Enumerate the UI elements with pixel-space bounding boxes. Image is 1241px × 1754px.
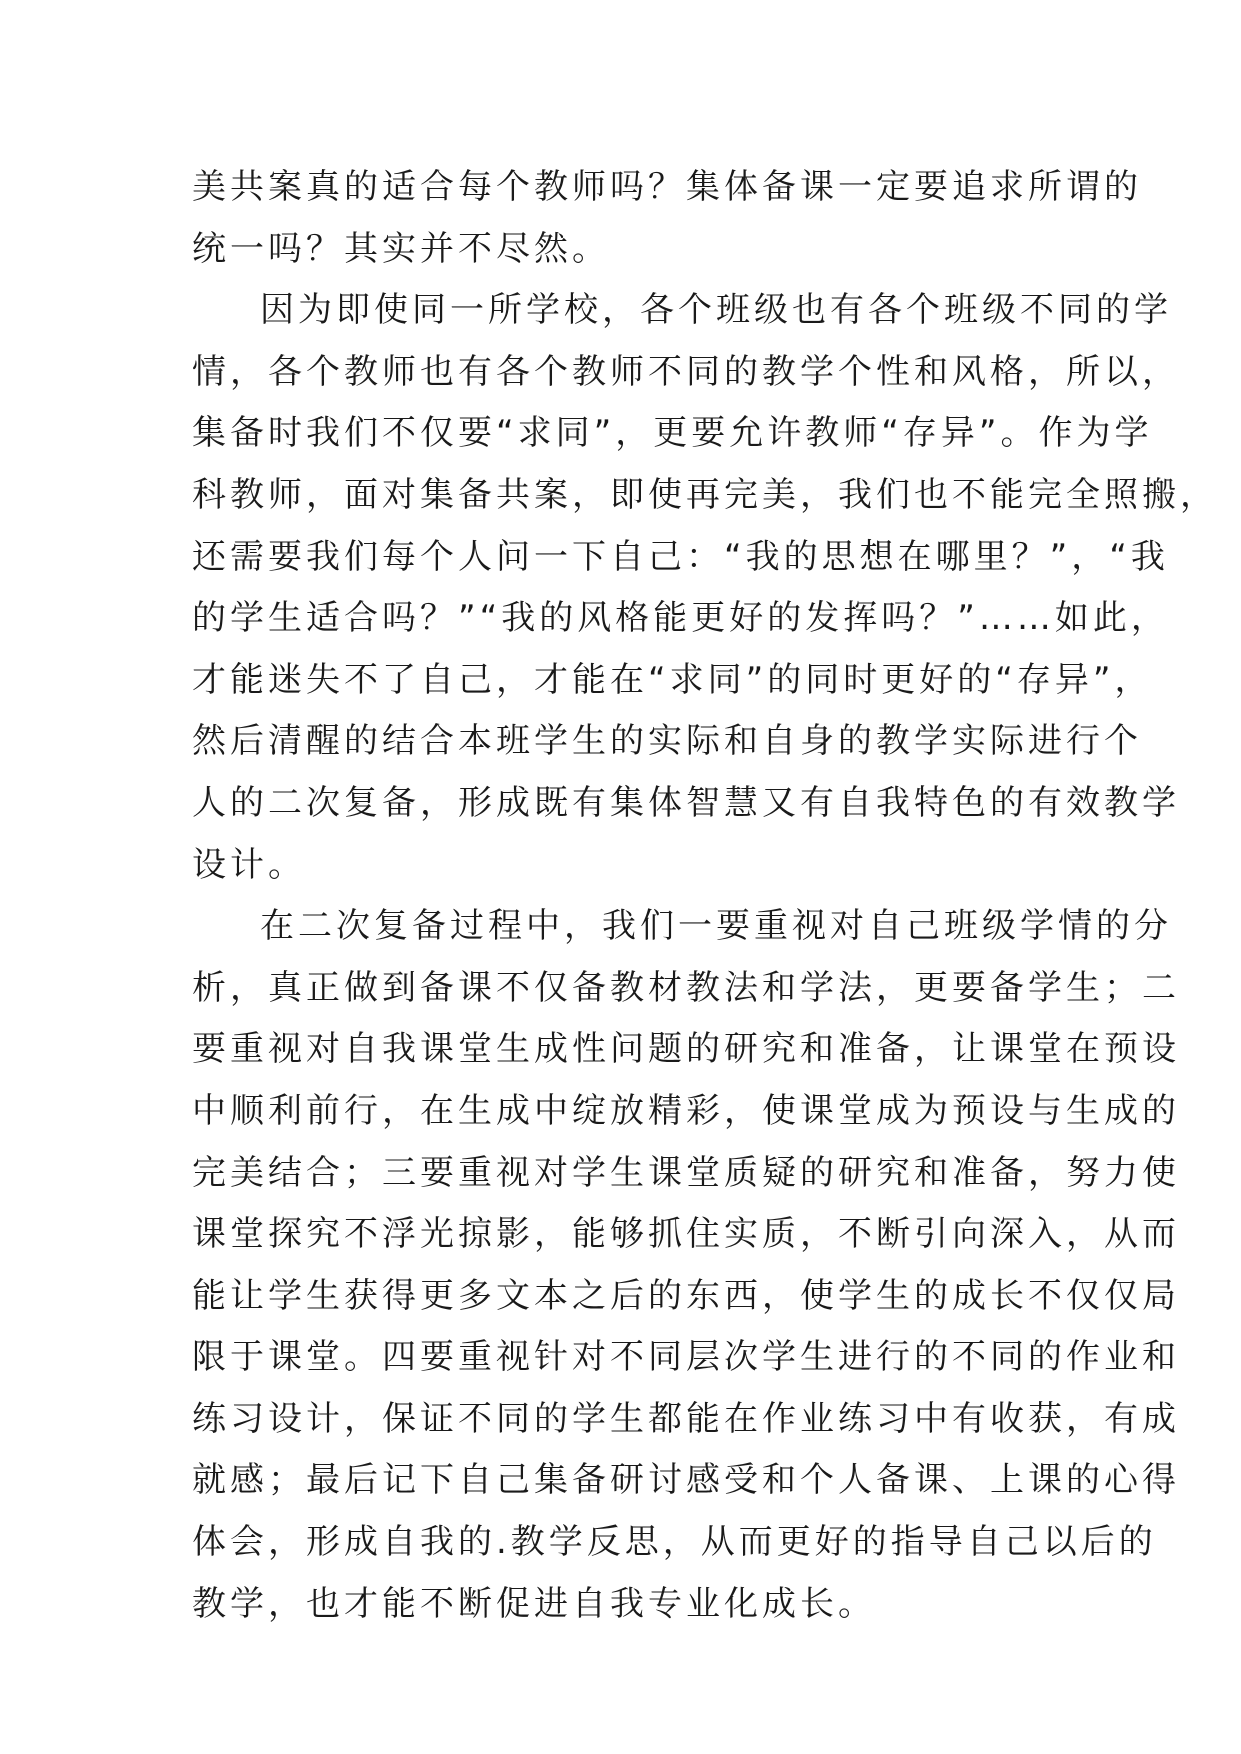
text-line: 就感；最后记下自己集备研讨感受和个人备课、上课的心得 bbox=[192, 1460, 1180, 1501]
text-line: 能让学生获得更多文本之后的东西，使学生的成长不仅仅局 bbox=[192, 1275, 1180, 1316]
text-line: 练习设计，保证不同的学生都能在作业练习中有收获，有成 bbox=[192, 1398, 1180, 1439]
text-line: 人的二次复备，形成既有集体智慧又有自我特色的有效教学 bbox=[192, 782, 1180, 823]
text-line: 情，各个教师也有各个教师不同的教学个性和风格，所以， bbox=[192, 351, 1180, 392]
text-line: 析，真正做到备课不仅备教材教法和学法，更要备学生；二 bbox=[192, 967, 1180, 1008]
text-line: 体会，形成自我的.教学反思，从而更好的指导自己以后的 bbox=[192, 1522, 1157, 1563]
text-line: 中顺利前行，在生成中绽放精彩，使课堂成为预设与生成的 bbox=[192, 1090, 1180, 1131]
paragraph-start-line: 在二次复备过程中，我们一要重视对自己班级学情的分 bbox=[260, 906, 1172, 947]
text-line: 完美结合；三要重视对学生课堂质疑的研究和准备，努力使 bbox=[192, 1152, 1180, 1193]
text-line: 集备时我们不仅要“求同”，更要允许教师“存异”。作为学 bbox=[192, 413, 1153, 454]
text-line: 的学生适合吗？”“我的风格能更好的发挥吗？”……如此， bbox=[192, 598, 1169, 639]
text-line: 还需要我们每个人问一下自己：“我的思想在哪里？”，“我 bbox=[192, 536, 1169, 577]
text-line: 才能迷失不了自己，才能在“求同”的同时更好的“存异”， bbox=[192, 659, 1153, 700]
text-line: 设计。 bbox=[192, 844, 306, 885]
text-line: 要重视对自我课堂生成性问题的研究和准备，让课堂在预设 bbox=[192, 1029, 1180, 1070]
text-line: 教学，也才能不断促进自我专业化成长。 bbox=[192, 1583, 876, 1624]
body-text bbox=[192, 157, 1218, 1635]
text-line: 限于课堂。四要重视针对不同层次学生进行的不同的作业和 bbox=[192, 1337, 1180, 1378]
text-line: 然后清醒的结合本班学生的实际和自身的教学实际进行个 bbox=[192, 721, 1142, 762]
paragraph-start-line: 因为即使同一所学校，各个班级也有各个班级不同的学 bbox=[260, 290, 1172, 331]
text-line: 美共案真的适合每个教师吗？集体备课一定要追求所谓的 bbox=[192, 167, 1142, 207]
text-line: 课堂探究不浮光掠影，能够抓住实质，不断引向深入，从而 bbox=[192, 1214, 1180, 1255]
text-line: 科教师，面对集备共案，即使再完美，我们也不能完全照搬， bbox=[192, 474, 1218, 515]
text-line: 统一吗？其实并不尽然。 bbox=[192, 228, 610, 269]
